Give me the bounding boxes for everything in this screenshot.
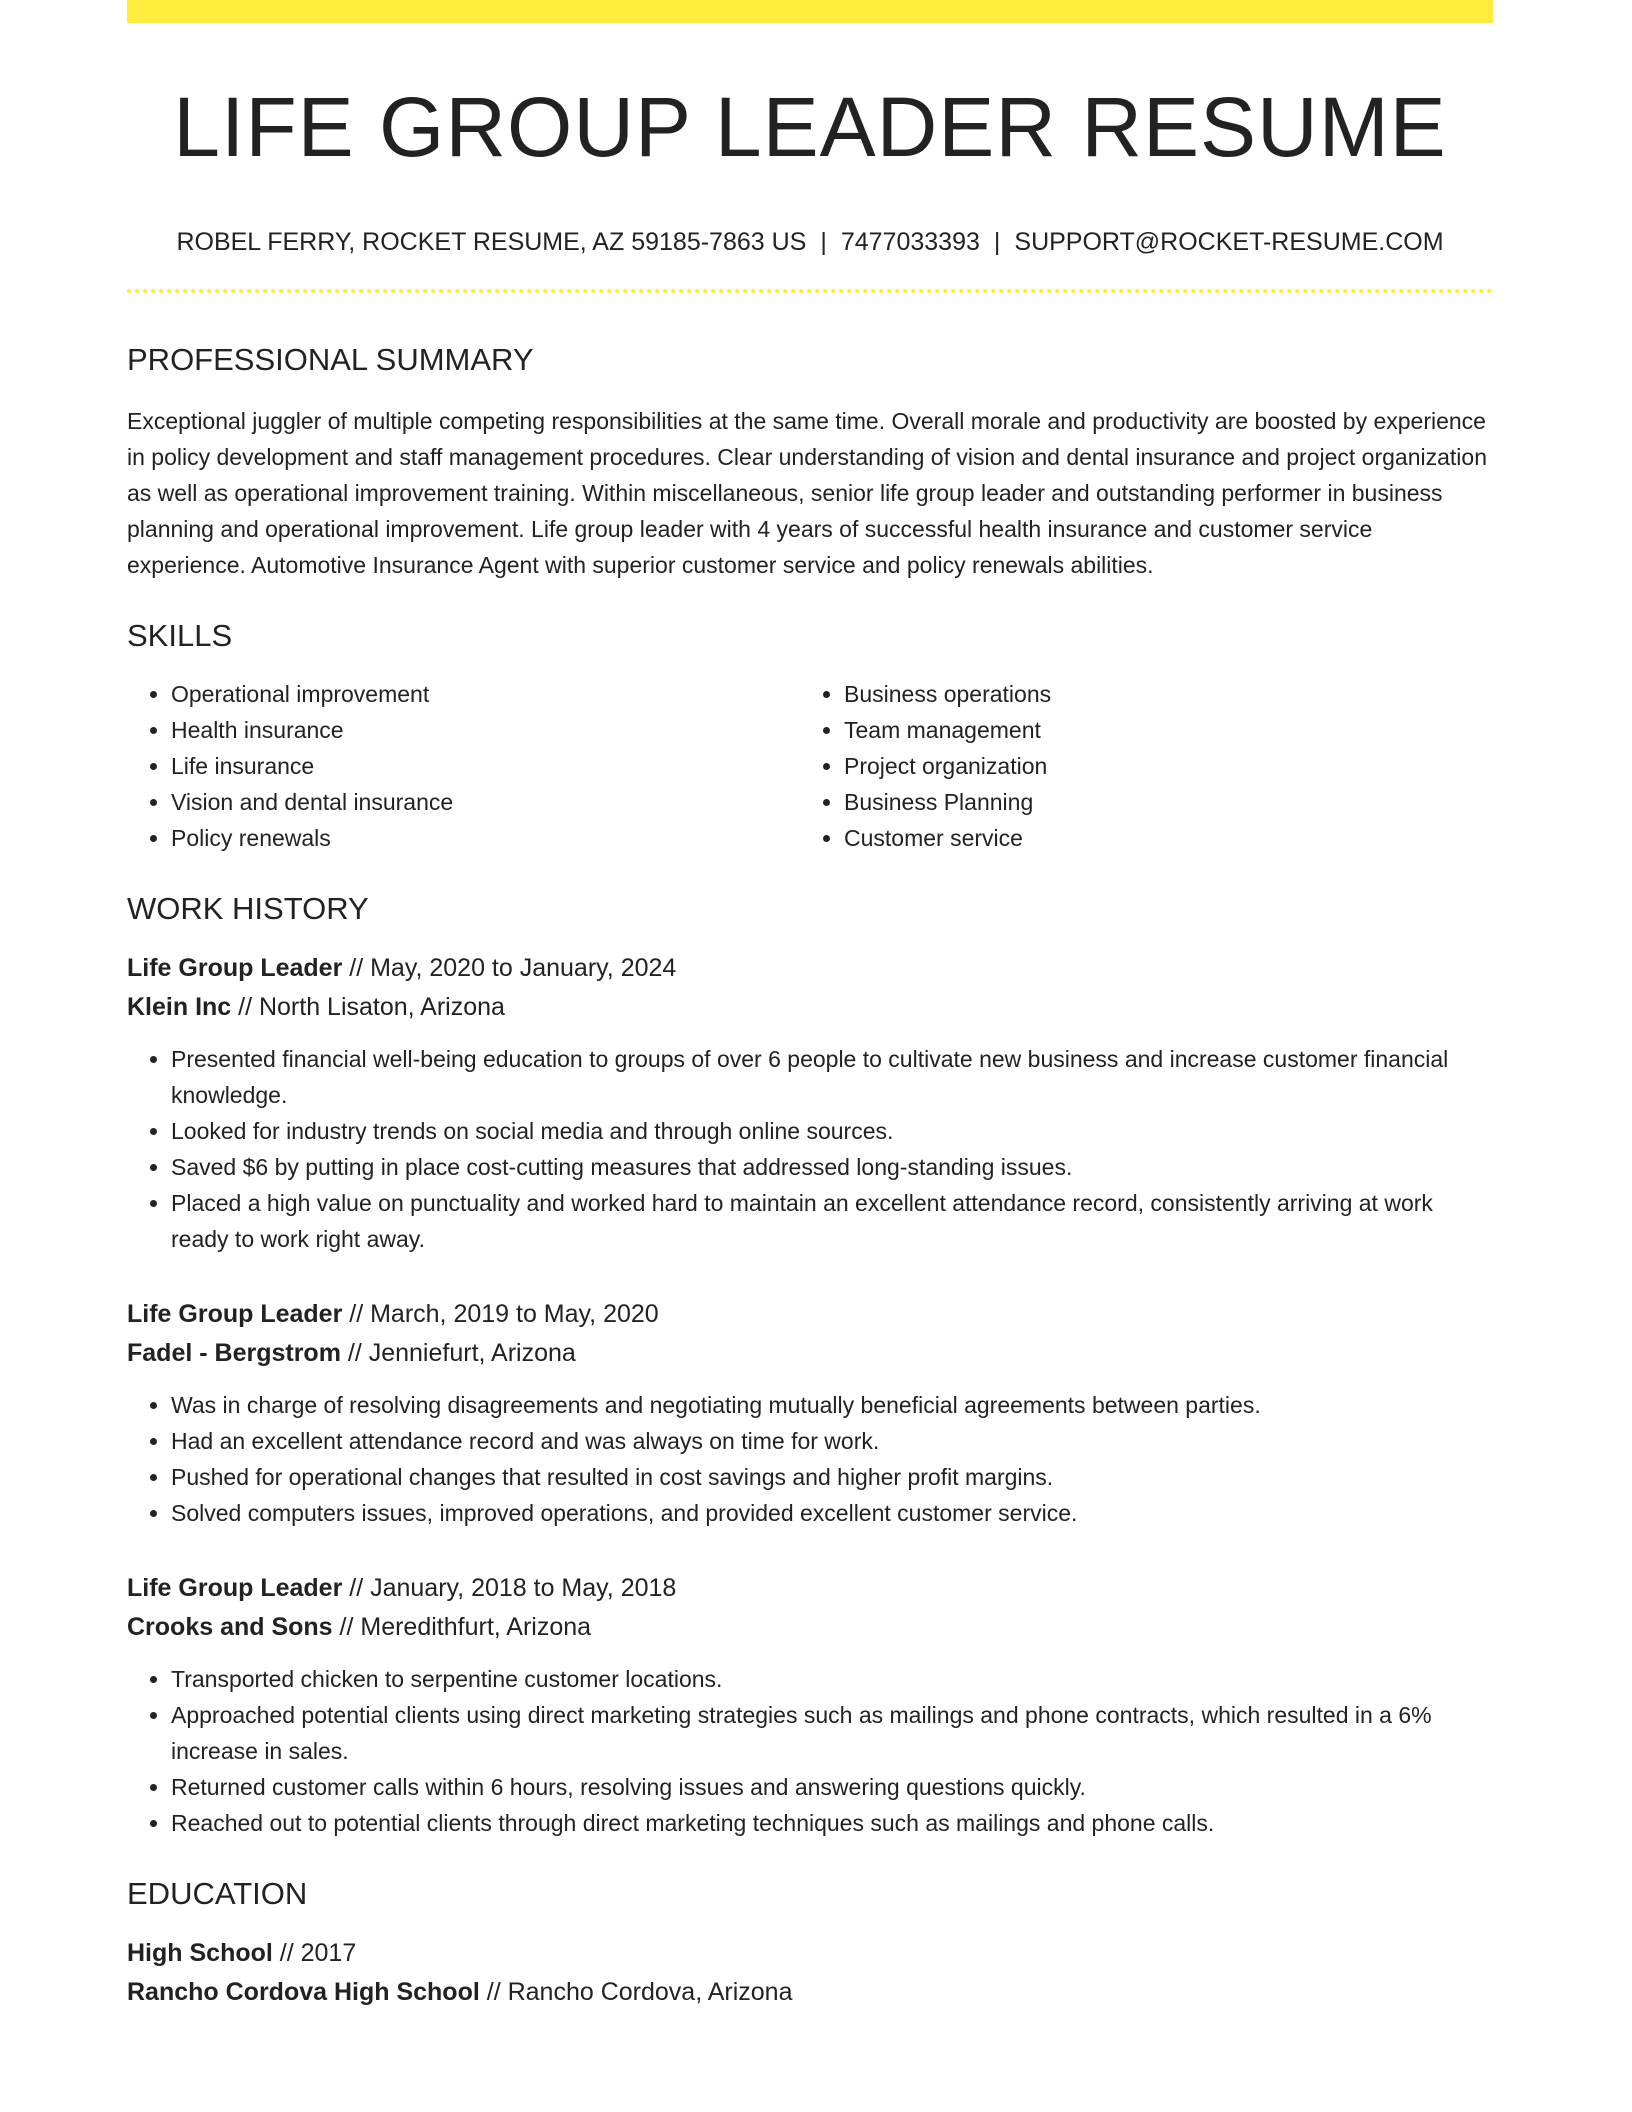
skill-item: • Team management [844, 712, 1473, 748]
resume-page [127, 0, 1493, 2012]
job-bullet: • Pushed for operational changes that resulted in cost savings and higher profit margins. [171, 1459, 1493, 1495]
skill-item: • Customer service [844, 820, 1473, 856]
education-entry [127, 1934, 1493, 2012]
job-bullet: • Reached out to potential clients through direct marketing techniques such as mailings and phone calls. [171, 1805, 1493, 1841]
skill-item: • Business operations [844, 676, 1473, 712]
job-dates: // May, 2020 to January, 2024 [342, 953, 677, 982]
education-location: // Rancho Cordova, Arizona [479, 1978, 793, 2007]
contact-address: ROBEL FERRY, ROCKET RESUME, AZ 59185-7863 US [176, 228, 807, 257]
summary-heading: PROFESSIONAL SUMMARY [127, 342, 534, 378]
job-dates: // January, 2018 to May, 2018 [342, 1573, 677, 1602]
job-bullets [127, 1387, 1493, 1531]
job-company-line [127, 1334, 1493, 1373]
job-bullet: • Saved $6 by putting in place cost-cutting measures that addressed long-standing issues. [171, 1149, 1493, 1185]
skills-grid [127, 676, 1493, 856]
job-entry [127, 1569, 1493, 1841]
skill-item: • Vision and dental insurance [171, 784, 800, 820]
job-company: Crooks and Sons [127, 1612, 333, 1641]
job-title-line [127, 1295, 1493, 1334]
education-degree-line [127, 1934, 1493, 1973]
skills-heading: SKILLS [127, 617, 233, 653]
job-bullet: • Had an excellent attendance record and was always on time for work. [171, 1423, 1493, 1459]
work-history-heading: WORK HISTORY [127, 890, 369, 926]
top-accent-bar [127, 0, 1493, 23]
job-bullet: • Presented financial well-being education to groups of over 6 people to cultivate new business and increase customer financial knowledge. [171, 1041, 1493, 1113]
job-bullet: • Approached potential clients using direct marketing strategies such as mailings and phone contracts, which resulted in a 6% increase in sales. [171, 1697, 1493, 1769]
summary-text: Exceptional juggler of multiple competing responsibilities at the same time. Overall morale and productivity are boosted by experience in policy development and staff management procedures. Clear understanding of vision and dental insurance and project organization as well as operational improvement training. Within miscellaneous, senior life group leader and outstanding performer in business planning and operational improvement. Life group leader with 4 years of successful health insurance and customer service experience. Automotive Insurance Agent with superior customer service and policy renewals abilities. [127, 407, 1487, 578]
skill-item: • Health insurance [171, 712, 800, 748]
header-divider [127, 289, 1493, 293]
job-bullet: • Returned customer calls within 6 hours, resolving issues and answering questions quickly. [171, 1769, 1493, 1805]
skill-item: • Business Planning [844, 784, 1473, 820]
job-entry [127, 1295, 1493, 1531]
skill-item: • Project organization [844, 748, 1473, 784]
job-title: Life Group Leader [127, 1573, 343, 1602]
education-school: Rancho Cordova High School [127, 1978, 480, 2007]
education-heading: EDUCATION [127, 1875, 308, 1911]
contact-phone: 7477033393 [840, 228, 980, 257]
job-bullet: • Was in charge of resolving disagreements and negotiating mutually beneficial agreements between parties. [171, 1387, 1493, 1423]
job-bullet: • Solved computers issues, improved operations, and provided excellent customer service. [171, 1495, 1493, 1531]
job-title-line [127, 949, 1493, 988]
job-title: Life Group Leader [127, 953, 343, 982]
job-title-line [127, 1569, 1493, 1608]
skill-item: • Operational improvement [171, 676, 800, 712]
contact-line [127, 227, 1493, 257]
job-bullets [127, 1041, 1493, 1257]
contact-separator: | [993, 228, 1001, 257]
job-bullet: • Placed a high value on punctuality and worked hard to maintain an excellent attendance record, consistently arriving at work ready to work right away. [171, 1185, 1493, 1257]
job-location: // Jenniefurt, Arizona [340, 1338, 576, 1367]
skill-item: • Policy renewals [171, 820, 800, 856]
job-dates: // March, 2019 to May, 2020 [342, 1299, 659, 1328]
job-title: Life Group Leader [127, 1299, 343, 1328]
job-location: // North Lisaton, Arizona [231, 992, 505, 1021]
job-company-line [127, 988, 1493, 1027]
job-company-line [127, 1608, 1493, 1647]
job-company: Fadel - Bergstrom [127, 1338, 341, 1367]
job-bullet: • Looked for industry trends on social media and through online sources. [171, 1113, 1493, 1149]
education-degree: High School [127, 1939, 273, 1968]
skill-item: • Life insurance [171, 748, 800, 784]
skills-column-left [127, 676, 800, 856]
job-entry [127, 949, 1493, 1257]
job-location: // Meredithfurt, Arizona [332, 1612, 592, 1641]
skills-column-right [800, 676, 1473, 856]
job-company: Klein Inc [127, 992, 232, 1021]
contact-email: SUPPORT@ROCKET-RESUME.COM [1014, 228, 1444, 257]
contact-separator: | [820, 228, 827, 257]
job-bullets [127, 1661, 1493, 1841]
resume-title: LIFE GROUP LEADER RESUME [173, 80, 1447, 174]
education-school-line [127, 1973, 1493, 2012]
education-year: // 2017 [272, 1939, 357, 1968]
job-bullet: • Transported chicken to serpentine customer locations. [171, 1661, 1493, 1697]
